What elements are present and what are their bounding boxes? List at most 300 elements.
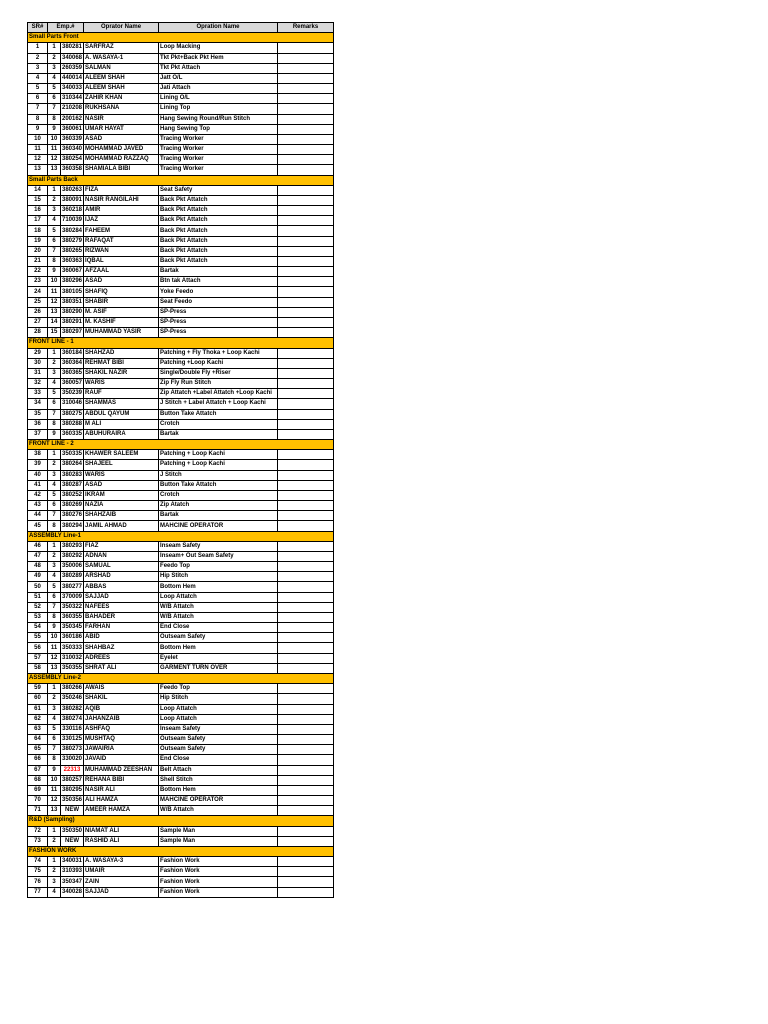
table-row [28,735,334,745]
operation-name-cell: Bartak [159,267,278,277]
emp-index-cell: 5 [48,389,61,399]
table-row [28,724,334,734]
remarks-cell [278,419,334,429]
remarks-cell [278,195,334,205]
operator-name-cell: SAJJAD [84,592,159,602]
operator-name-cell: SALMAN [84,63,159,73]
emp-index-cell: 11 [48,145,61,155]
operator-name-cell: JAVAID [84,755,159,765]
emp-index-cell: 7 [48,511,61,521]
sr-cell: 28 [28,328,48,338]
emp-number-cell: 370009 [61,592,84,602]
sr-cell: 33 [28,389,48,399]
section-header-row [28,846,334,856]
section-title: Small Parts Front [28,33,334,43]
operator-name-cell: ASHFAQ [84,724,159,734]
operator-name-cell: NIAMAT ALI [84,826,159,836]
operator-name-cell: FIAZ [84,541,159,551]
emp-index-cell: 8 [48,612,61,622]
operation-name-cell: Single/Double Fly +Riser [159,368,278,378]
table-row [28,663,334,673]
emp-number-cell: 350006 [61,562,84,572]
operation-name-cell: Shell Stitch [159,775,278,785]
sr-cell: 52 [28,602,48,612]
emp-number-cell: 380275 [61,409,84,419]
table-row [28,358,334,368]
table-row [28,745,334,755]
operation-name-cell: W/B Attatch [159,806,278,816]
emp-number-cell: 360363 [61,256,84,266]
emp-number-cell: 380257 [61,775,84,785]
emp-number-cell: 380288 [61,419,84,429]
operation-name-cell: SP-Press [159,328,278,338]
remarks-cell [278,104,334,114]
remarks-cell [278,511,334,521]
emp-index-cell: 2 [48,53,61,63]
sr-cell: 1 [28,43,48,53]
section-header-row [28,440,334,450]
emp-number-cell: 380296 [61,277,84,287]
remarks-cell [278,236,334,246]
emp-index-cell: 1 [48,43,61,53]
operation-name-cell: Back Pkt Attatch [159,226,278,236]
remarks-cell [278,775,334,785]
operator-name-cell: SHAHZAIB [84,511,159,521]
section-title: FRONT LINE - 2 [28,440,334,450]
table-row [28,511,334,521]
emp-number-cell: 360364 [61,358,84,368]
emp-number-cell: 380264 [61,460,84,470]
operator-name-cell: JAMIL AHMAD [84,521,159,531]
operation-name-cell: MAHCINE OPERATOR [159,796,278,806]
emp-index-cell: 2 [48,195,61,205]
table-row [28,256,334,266]
table-row [28,857,334,867]
remarks-cell [278,53,334,63]
remarks-cell [278,84,334,94]
operator-name-cell: SHAHBAZ [84,643,159,653]
sr-cell: 54 [28,623,48,633]
emp-number-cell: 380294 [61,521,84,531]
sr-cell: 32 [28,379,48,389]
emp-index-cell: 4 [48,480,61,490]
operator-name-cell: ALEEM SHAH [84,84,159,94]
emp-index-cell: 2 [48,867,61,877]
remarks-cell [278,287,334,297]
sr-cell: 11 [28,145,48,155]
section-header-row [28,338,334,348]
sr-cell: 60 [28,694,48,704]
table-row [28,277,334,287]
sr-cell: 59 [28,684,48,694]
operator-name-cell: REHMAT BIBI [84,358,159,368]
table-row [28,307,334,317]
remarks-cell [278,114,334,124]
operation-name-cell: Outseam Safety [159,633,278,643]
operator-name-cell: WARIS [84,379,159,389]
operation-name-cell: Fashion Work [159,867,278,877]
emp-index-cell: 7 [48,602,61,612]
emp-number-cell: 360365 [61,368,84,378]
table-row [28,551,334,561]
sr-cell: 46 [28,541,48,551]
remarks-cell [278,724,334,734]
sr-cell: 76 [28,877,48,887]
emp-number-cell: 310046 [61,399,84,409]
emp-number-cell: 310393 [61,867,84,877]
emp-index-cell: 13 [48,165,61,175]
operation-name-cell: Tracing Worker [159,145,278,155]
header-row [28,23,334,33]
emp-number-cell: 380295 [61,785,84,795]
sr-cell: 45 [28,521,48,531]
operator-name-cell: RAUF [84,389,159,399]
table-row [28,155,334,165]
operation-name-cell: Patching +Loop Kachi [159,358,278,368]
operation-name-cell: MAHCINE OPERATOR [159,521,278,531]
operator-name-cell: NASIR ALI [84,785,159,795]
table-row [28,429,334,439]
operator-name-cell: AQIB [84,704,159,714]
emp-index-cell: 4 [48,714,61,724]
operation-name-cell: End Close [159,755,278,765]
operator-name-cell: SHAKIL NAZIR [84,368,159,378]
remarks-cell [278,145,334,155]
emp-number-cell: 350347 [61,877,84,887]
emp-number-cell: 330125 [61,735,84,745]
sr-cell: 62 [28,714,48,724]
emp-number-cell: 380279 [61,236,84,246]
operator-name-cell: SHAMMAS [84,399,159,409]
operation-name-cell: Back Pkt Attatch [159,195,278,205]
operation-name-cell: Tkt Pkt+Back Pkt Hem [159,53,278,63]
sr-cell: 58 [28,663,48,673]
operation-name-cell: Hang Sewing Round/Run Stitch [159,114,278,124]
operator-name-cell: ABBAS [84,582,159,592]
operation-name-cell: Seat Feedo [159,297,278,307]
emp-index-cell: 6 [48,735,61,745]
operation-name-cell: Lining Top [159,104,278,114]
emp-index-cell: 8 [48,256,61,266]
section-title: FRONT LINE - 1 [28,338,334,348]
operation-name-cell: Feedo Top [159,684,278,694]
emp-index-cell: 4 [48,887,61,897]
sr-cell: 57 [28,653,48,663]
table-body [28,33,334,898]
sr-cell: 26 [28,307,48,317]
emp-index-cell: 7 [48,745,61,755]
operator-name-cell: MOHAMMAD RAZZAQ [84,155,159,165]
operator-name-cell: ALI HAMZA [84,796,159,806]
operation-name-cell: Hip Stitch [159,572,278,582]
table-row [28,379,334,389]
operation-name-cell: Inseam+ Out Seam Safety [159,551,278,561]
sr-cell: 27 [28,317,48,327]
emp-number-cell: NEW [61,806,84,816]
operation-name-cell: Seat Safety [159,185,278,195]
section-header-row [28,674,334,684]
emp-index-cell: 15 [48,328,61,338]
operator-name-cell: SARFRAZ [84,43,159,53]
sr-cell: 14 [28,185,48,195]
sr-cell: 13 [28,165,48,175]
emp-number-cell: 380289 [61,572,84,582]
operator-name-cell: SAJJAD [84,887,159,897]
table-row [28,287,334,297]
sr-cell: 66 [28,755,48,765]
operation-name-cell: Zip Attatch +Label Attatch +Loop Kachi [159,389,278,399]
operation-name-cell: Hang Sewing Top [159,124,278,134]
sr-cell: 65 [28,745,48,755]
emp-index-cell: 4 [48,379,61,389]
remarks-cell [278,124,334,134]
emp-number-cell: 22313 [61,765,84,775]
operator-name-cell: NAZIA [84,501,159,511]
remarks-cell [278,602,334,612]
emp-index-cell: 8 [48,419,61,429]
operator-name-cell: MUHAMMAD YASIR [84,328,159,338]
operation-name-cell: Loop Macking [159,43,278,53]
table-row [28,53,334,63]
sr-cell: 39 [28,460,48,470]
emp-index-cell: 5 [48,582,61,592]
table-row [28,775,334,785]
emp-index-cell: 6 [48,94,61,104]
operation-name-cell: W/B Attatch [159,602,278,612]
operator-name-cell: FAHEEM [84,226,159,236]
table-row [28,785,334,795]
remarks-cell [278,867,334,877]
sr-cell: 69 [28,785,48,795]
emp-number-cell: 350350 [61,826,84,836]
table-row [28,755,334,765]
emp-number-cell: 330020 [61,755,84,765]
operation-name-cell: SP-Press [159,317,278,327]
emp-index-cell: 5 [48,84,61,94]
operation-name-cell: Back Pkt Attatch [159,216,278,226]
sr-cell: 51 [28,592,48,602]
operator-name-cell: SHAJEEL [84,460,159,470]
remarks-cell [278,216,334,226]
operator-name-cell: M. ASIF [84,307,159,317]
emp-number-cell: 380290 [61,307,84,317]
sr-cell: 22 [28,267,48,277]
emp-number-cell: 340033 [61,84,84,94]
operation-name-cell: Patching + Fly Thoka + Loop Kachi [159,348,278,358]
table-row [28,328,334,338]
emp-index-cell: 6 [48,592,61,602]
operator-name-cell: ARSHAD [84,572,159,582]
sr-cell: 55 [28,633,48,643]
emp-index-cell: 1 [48,541,61,551]
emp-number-cell: 380105 [61,287,84,297]
remarks-cell [278,490,334,500]
operator-name-cell: FIZA [84,185,159,195]
sr-cell: 70 [28,796,48,806]
remarks-cell [278,185,334,195]
table-row [28,389,334,399]
table-row [28,145,334,155]
section-header-row [28,33,334,43]
sr-cell: 48 [28,562,48,572]
remarks-cell [278,623,334,633]
table-row [28,887,334,897]
emp-index-cell: 3 [48,562,61,572]
operation-name-cell: Belt Attach [159,765,278,775]
table-row [28,470,334,480]
table-row [28,246,334,256]
table-row [28,694,334,704]
table-row [28,765,334,775]
section-title: ASSEMBLY Line-1 [28,531,334,541]
operation-name-cell: Fashion Work [159,857,278,867]
emp-number-cell: 360057 [61,379,84,389]
emp-number-cell: 380351 [61,297,84,307]
emp-index-cell: 1 [48,857,61,867]
operator-name-cell: IKRAM [84,490,159,500]
sr-cell: 43 [28,501,48,511]
emp-index-cell: 1 [48,185,61,195]
remarks-cell [278,206,334,216]
remarks-cell [278,643,334,653]
emp-index-cell: 11 [48,785,61,795]
remarks-cell [278,826,334,836]
operator-name-cell: ABID [84,633,159,643]
operator-name-cell: NAFEES [84,602,159,612]
emp-number-cell: 260359 [61,63,84,73]
table-row [28,134,334,144]
table-row [28,226,334,236]
section-title: Small Parts Back [28,175,334,185]
operation-name-cell: Zip Atatch [159,501,278,511]
remarks-cell [278,226,334,236]
emp-index-cell: 12 [48,155,61,165]
remarks-cell [278,836,334,846]
operation-name-cell: Bottom Hem [159,643,278,653]
emp-number-cell: 380297 [61,328,84,338]
operator-name-cell: AMIR [84,206,159,216]
sr-cell: 9 [28,124,48,134]
emp-index-cell: 6 [48,399,61,409]
sr-cell: 56 [28,643,48,653]
table-row [28,826,334,836]
remarks-cell [278,267,334,277]
operator-name-cell: UMAR HAYAT [84,124,159,134]
remarks-cell [278,358,334,368]
table-row [28,836,334,846]
sr-cell: 36 [28,419,48,429]
remarks-cell [278,399,334,409]
emp-number-cell: 360184 [61,348,84,358]
section-header-row [28,816,334,826]
emp-number-cell: 350239 [61,389,84,399]
operator-name-cell: AFZAAL [84,267,159,277]
operator-name-cell: BAHADER [84,612,159,622]
remarks-cell [278,317,334,327]
operation-name-cell: Patching + Loop Kachi [159,450,278,460]
emp-number-cell: 350355 [61,663,84,673]
operation-name-cell: Hip Stitch [159,694,278,704]
emp-number-cell: 380283 [61,470,84,480]
emp-number-cell: 380293 [61,541,84,551]
table-row [28,623,334,633]
emp-index-cell: 13 [48,806,61,816]
sr-cell: 75 [28,867,48,877]
remarks-cell [278,348,334,358]
table-row [28,592,334,602]
remarks-cell [278,165,334,175]
emp-index-cell: 1 [48,826,61,836]
operator-name-cell: ZAHIR KHAN [84,94,159,104]
table-row [28,124,334,134]
sr-cell: 63 [28,724,48,734]
remarks-cell [278,94,334,104]
sr-cell: 44 [28,511,48,521]
table-row [28,643,334,653]
emp-number-cell: 340068 [61,53,84,63]
sr-cell: 41 [28,480,48,490]
sr-cell: 37 [28,429,48,439]
emp-number-cell: 360355 [61,612,84,622]
remarks-cell [278,582,334,592]
sr-cell: 29 [28,348,48,358]
emp-index-cell: 1 [48,348,61,358]
operator-name-cell: AMEER HAMZA [84,806,159,816]
operator-name-cell: SHABIR [84,297,159,307]
remarks-cell [278,765,334,775]
table-row [28,796,334,806]
sr-cell: 77 [28,887,48,897]
emp-number-cell: 710039 [61,216,84,226]
remarks-cell [278,592,334,602]
operation-name-cell: Inseam Safety [159,541,278,551]
emp-number-cell: 380269 [61,501,84,511]
emp-index-cell: 11 [48,287,61,297]
operation-name-cell: J Stitch [159,470,278,480]
emp-number-cell: 350335 [61,450,84,460]
table-row [28,216,334,226]
operator-name-cell: FARHAN [84,623,159,633]
emp-number-cell: 440014 [61,73,84,83]
table-row [28,317,334,327]
operator-name-cell: SHAFIQ [84,287,159,297]
table-row [28,368,334,378]
remarks-cell [278,653,334,663]
emp-index-cell: 2 [48,358,61,368]
emp-number-cell: 380263 [61,185,84,195]
remarks-cell [278,155,334,165]
remarks-cell [278,246,334,256]
remarks-cell [278,562,334,572]
table-row [28,43,334,53]
operator-name-cell: RAFAQAT [84,236,159,246]
operation-name-cell: Tracing Worker [159,155,278,165]
emp-index-cell: 2 [48,836,61,846]
remarks-cell [278,368,334,378]
section-title: ASSEMBLY Line-2 [28,674,334,684]
operator-name-cell: M ALI [84,419,159,429]
emp-index-cell: 8 [48,114,61,124]
remarks-cell [278,328,334,338]
operation-name-cell: Button Take Attatch [159,409,278,419]
operator-name-cell: WARIS [84,470,159,480]
operator-name-cell: A. WASAYA-1 [84,53,159,63]
operator-name-cell: IJAZ [84,216,159,226]
operation-name-cell: Bartak [159,511,278,521]
emp-index-cell: 5 [48,724,61,734]
emp-number-cell: 360358 [61,165,84,175]
sr-cell: 40 [28,470,48,480]
